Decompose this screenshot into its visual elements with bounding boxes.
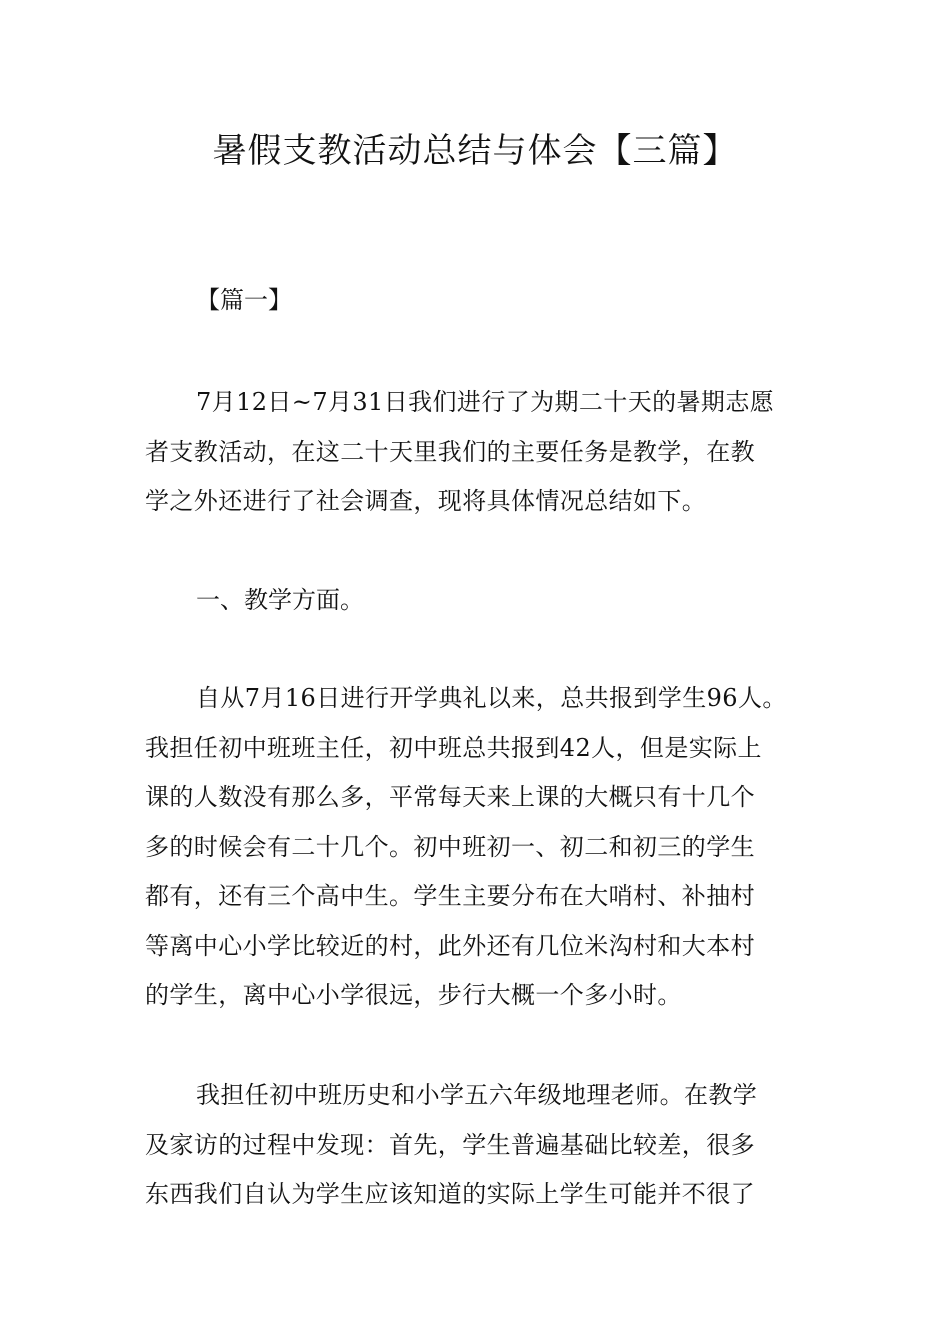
paragraph-intro: 7月12日~7月31日我们进行了为期二十天的暑期志愿 者支教活动，在这二十天里我们的主要任务是教学，在教 学之外还进行了社会调查，现将具体情况总结如下。 bbox=[145, 388, 775, 515]
paragraph-enrollment: 自从7月16日进行开学典礼以来，总共报到学生96人。 我担任初中班班主任，初中班总共报到42人，但是实际上 课的人数没有那么多，平常每天来上课的大概只有十几个 多的时候会有二十几个。初中班初一、初二和初三的学生 都有，还有三个高中生。学生主要分布在大哨村、补抽村 等离中心小学比较近的村，此外还有几位米沟村和大本村 的学生，离中心小学很远，步行大概一个多小时。 bbox=[145, 684, 787, 1009]
document-title: 暑假支教活动总结与体会【三篇】 bbox=[212, 131, 738, 171]
section-label: 【篇一】 bbox=[196, 286, 292, 314]
paragraph-teaching-role: 我担任初中班历史和小学五六年级地理老师。在教学 及家访的过程中发现：首先，学生普遍基础比较差，很多 东西我们自认为学生应该知道的实际上学生可能并不很了 bbox=[145, 1081, 758, 1208]
section-heading-teaching: 一、教学方面。 bbox=[196, 586, 364, 614]
